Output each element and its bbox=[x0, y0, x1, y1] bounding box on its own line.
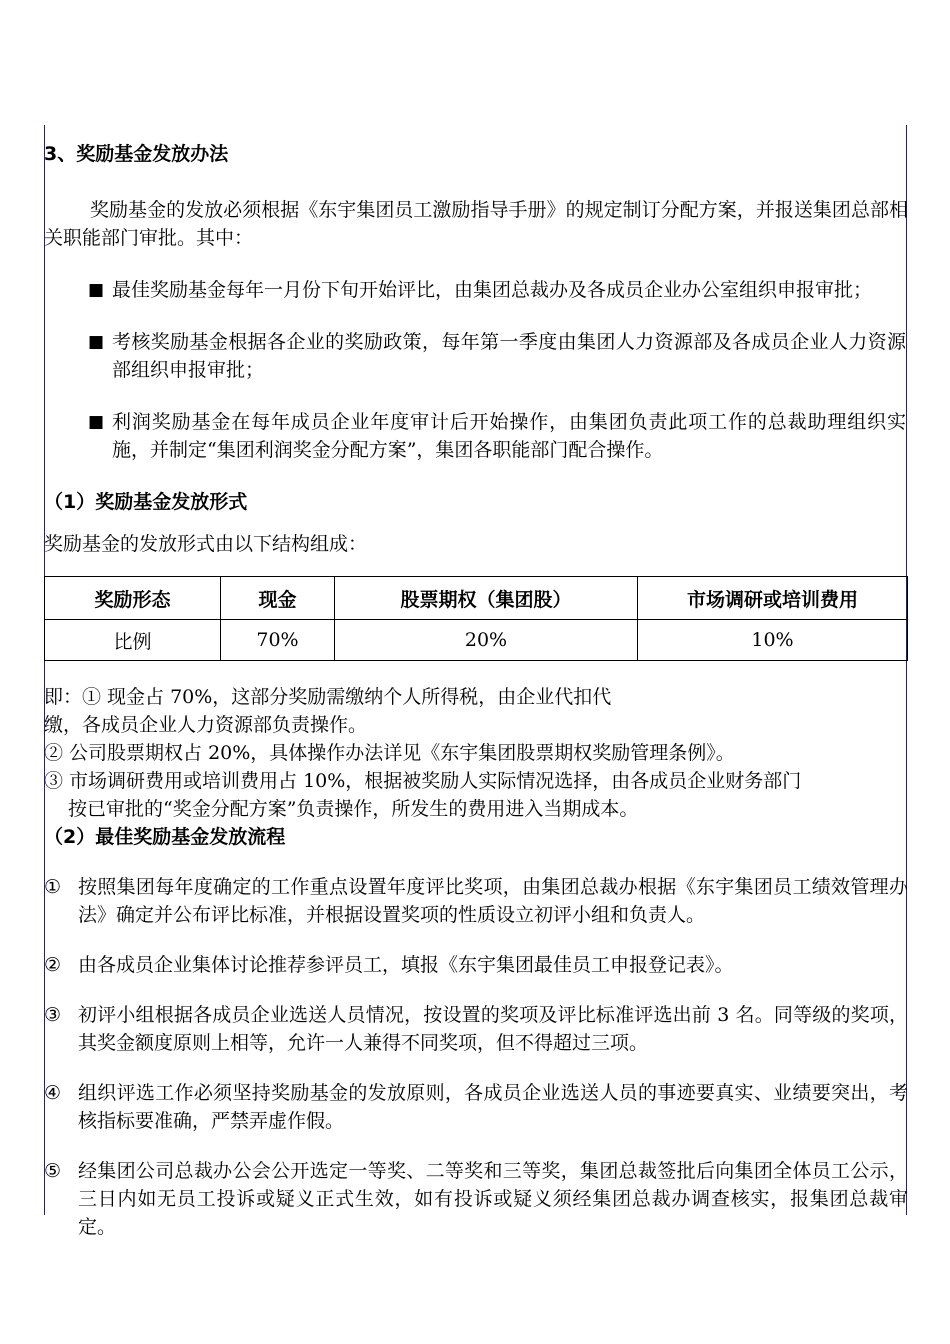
table-header-row bbox=[45, 577, 908, 620]
step-number: ③ bbox=[44, 1004, 62, 1026]
step-text: 组织评选工作必须坚持奖励基金的发放原则，各成员企业选送人员的事迹要真实、业绩要突出，考核指标要准确，严禁弄虚作假。 bbox=[78, 1082, 908, 1132]
note-line: 缴，各成员企业人力资源部负责操作。 bbox=[44, 714, 368, 736]
step-text: 经集团公司总裁办公会公开选定一等奖、二等奖和三等奖，集团总裁签批后向集团全体员工公示，三日内如无员工投诉或疑义正式生效，如有投诉或疑义须经集团总裁办调查核实，报集团总裁审定。 bbox=[78, 1160, 908, 1238]
intro-paragraph: 奖励基金的发放必须根据《东宇集团员工激励指导手册》的规定制订分配方案，并报送集团总部相关职能部门审批。其中： bbox=[44, 199, 908, 249]
bullet-text: 利润奖励基金在每年成员企业年度审计后开始操作，由集团负责此项工作的总裁助理组织实施，并制定“集团利润奖金分配方案”，集团各职能部门配合操作。 bbox=[112, 411, 906, 461]
table-header-cell: 奖励形态 bbox=[45, 577, 221, 620]
bullet-item bbox=[44, 328, 908, 384]
step-number: ④ bbox=[44, 1082, 62, 1104]
bullet-text: 考核奖励基金根据各企业的奖励政策，每年第一季度由集团人力资源部及各成员企业人力资源部组织申报审批； bbox=[112, 331, 906, 381]
step-text: 初评小组根据各成员企业选送人员情况，按设置的奖项及评比标准评选出前 3 名。同等级的奖项，其奖金额度原则上相等，允许一人兼得不同奖项，但不得超过三项。 bbox=[78, 1004, 908, 1054]
square-bullet-icon: ■ bbox=[88, 412, 105, 432]
bullet-text: 最佳奖励基金每年一月份下旬开始评比，由集团总裁办及各成员企业办公室组织申报审批； bbox=[112, 279, 873, 301]
subsection-intro: 奖励基金的发放形式由以下结构组成： bbox=[44, 533, 368, 555]
table-cell: 20% bbox=[335, 620, 638, 661]
table-cell: 70% bbox=[221, 620, 335, 661]
step-text: 按照集团每年度确定的工作重点设置年度评比奖项，由集团总裁办根据《东宇集团员工绩效管理办法》确定并公布评比标准，并根据设置奖项的性质设立初评小组和负责人。 bbox=[78, 876, 908, 926]
table-row bbox=[45, 620, 908, 661]
table-header-cell: 现金 bbox=[221, 577, 335, 620]
process-step bbox=[44, 1001, 908, 1057]
note-line: ③ 市场调研费用或培训费用占 10%，根据被奖励人实际情况选择，由各成员企业财务部门 bbox=[44, 770, 802, 792]
bullet-item bbox=[44, 276, 908, 304]
process-step bbox=[44, 951, 908, 979]
document-body bbox=[44, 140, 908, 1241]
process-step bbox=[44, 1157, 908, 1241]
note-line: 即：① 现金占 70%，这部分奖励需缴纳个人所得税，由企业代扣代 bbox=[44, 686, 612, 708]
table-header-cell: 股票期权（集团股） bbox=[335, 577, 638, 620]
square-bullet-icon: ■ bbox=[88, 280, 105, 300]
square-bullet-icon: ■ bbox=[88, 332, 105, 352]
process-step bbox=[44, 1079, 908, 1135]
process-step bbox=[44, 873, 908, 929]
section-title: 3、奖励基金发放办法 bbox=[44, 143, 229, 165]
table-header-cell: 市场调研或培训费用 bbox=[638, 577, 908, 620]
note-line: 按已审批的“奖金分配方案”负责操作，所发生的费用进入当期成本。 bbox=[68, 798, 639, 820]
note-line: ② 公司股票期权占 20%，具体操作办法详见《东宇集团股票期权奖励管理条例》。 bbox=[44, 742, 735, 764]
step-text: 由各成员企业集体讨论推荐参评员工，填报《东宇集团最佳员工申报登记表》。 bbox=[78, 954, 734, 976]
step-number: ① bbox=[44, 876, 62, 898]
bullet-item bbox=[44, 408, 908, 464]
step-number: ② bbox=[44, 954, 62, 976]
table-cell: 10% bbox=[638, 620, 908, 661]
reward-form-table bbox=[44, 576, 908, 661]
subsection-title-2: （2）最佳奖励基金发放流程 bbox=[44, 826, 286, 848]
step-number: ⑤ bbox=[44, 1160, 62, 1182]
subsection-title-1: （1）奖励基金发放形式 bbox=[44, 491, 248, 513]
table-cell: 比例 bbox=[45, 620, 221, 661]
